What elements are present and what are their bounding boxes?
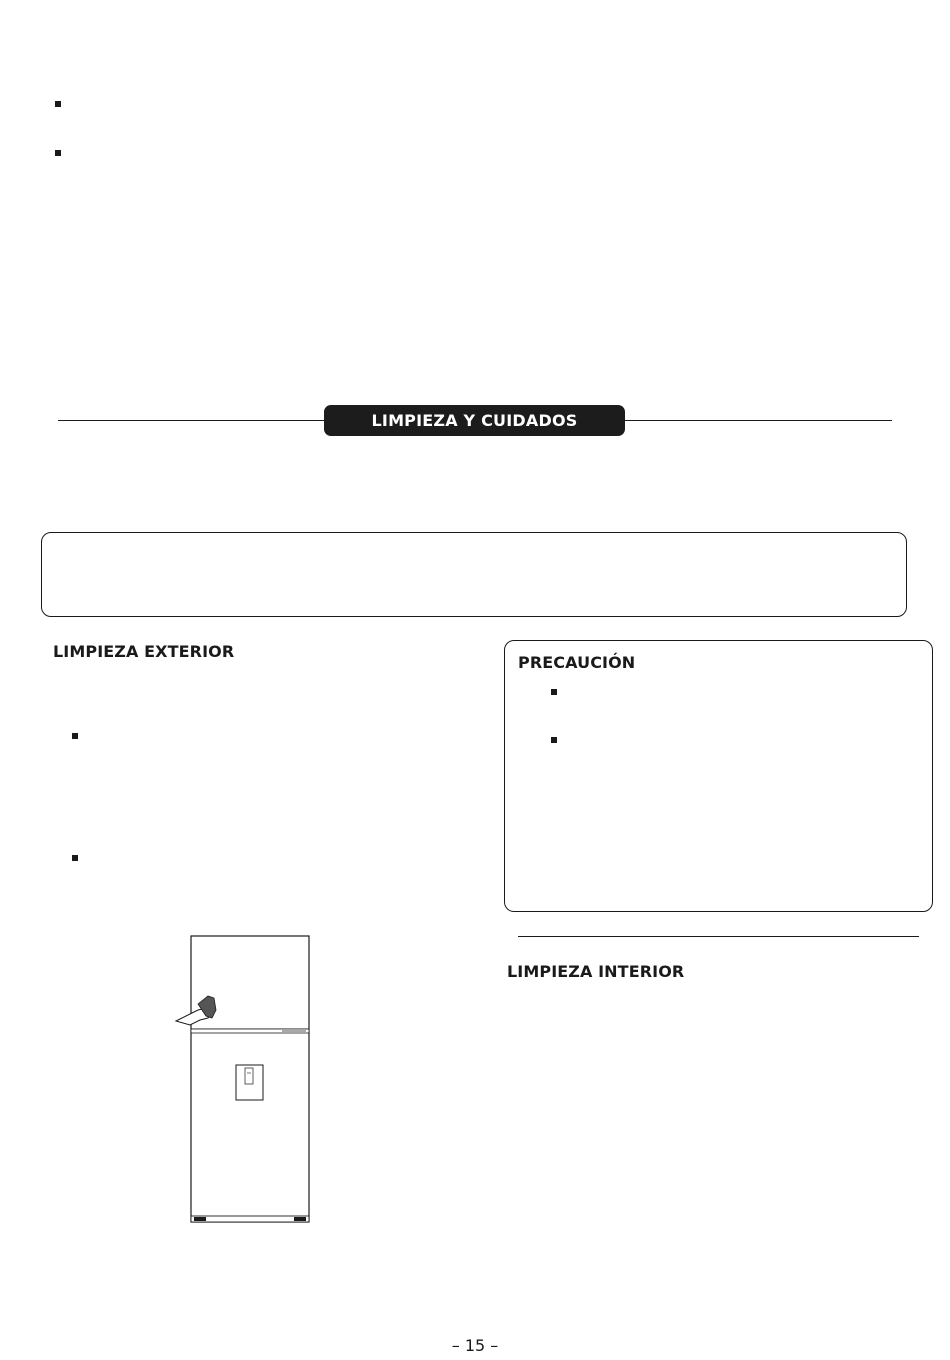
bullet-icon <box>55 150 61 156</box>
interior-divider <box>518 936 919 937</box>
section-rule-right <box>625 420 892 421</box>
refrigerator-cleaning-illustration <box>162 930 322 1230</box>
bullet-icon <box>72 733 78 739</box>
caution-box <box>504 640 933 912</box>
caution-heading: PRECAUCIÓN <box>518 653 636 672</box>
exterior-cleaning-heading: LIMPIEZA EXTERIOR <box>53 642 235 661</box>
interior-cleaning-heading: LIMPIEZA INTERIOR <box>507 962 685 981</box>
bullet-icon <box>55 101 61 107</box>
section-title-text: LIMPIEZA Y CUIDADOS <box>371 411 578 430</box>
bullet-icon <box>551 689 557 695</box>
section-rule-left <box>58 420 324 421</box>
bullet-icon <box>72 855 78 861</box>
section-title <box>324 405 625 436</box>
bullet-icon <box>551 737 557 743</box>
page-number: – 15 – <box>451 1336 499 1355</box>
note-box <box>41 532 907 617</box>
